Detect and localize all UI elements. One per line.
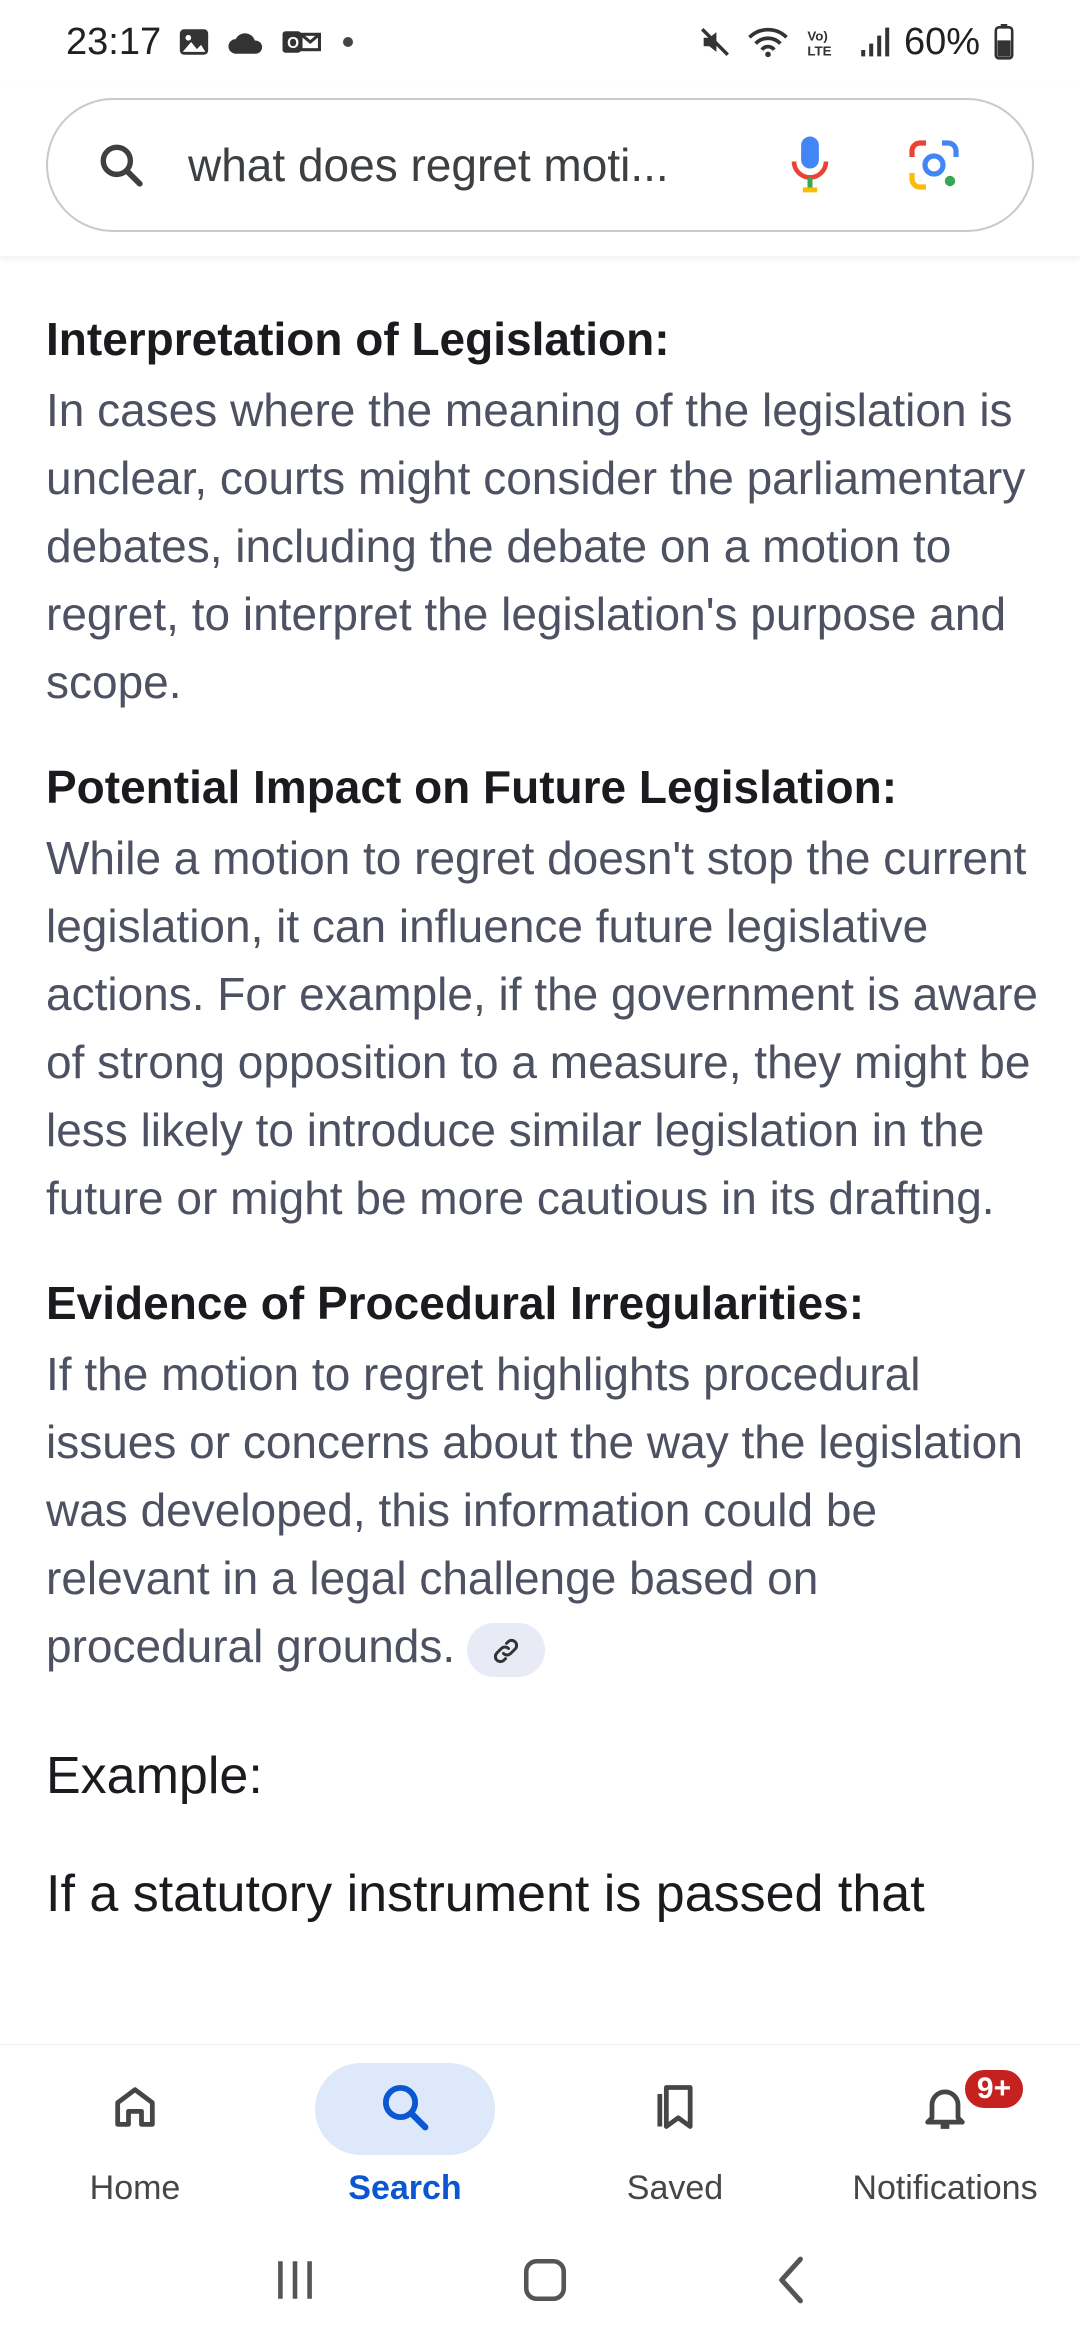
mute-icon [698, 25, 732, 59]
nav-label: Saved [626, 2169, 724, 2207]
svg-text:LTE: LTE [807, 43, 832, 59]
nav-saved[interactable] [540, 2045, 810, 2224]
wifi-icon [746, 25, 790, 59]
bookmarks-icon [649, 2081, 701, 2138]
search-bar[interactable] [46, 98, 1034, 232]
nav-icon-container [315, 2063, 495, 2155]
bottom-navigation [0, 2044, 1080, 2224]
system-navigation-bar [0, 2224, 1080, 2340]
notification-dot [343, 37, 353, 47]
section-heading: Interpretation of Legislation: [46, 313, 670, 365]
recent-apps-icon[interactable] [270, 2257, 320, 2308]
notification-badge: 9+ [962, 2067, 1026, 2111]
section-body: While a motion to regret doesn't stop the current legislation, it can influence future legislative actions. For example, if the government is aware of strong opposition to a measure, they might be less likely to introduce similar legislation in the future or might be more cautious in its drafting. [46, 832, 1039, 1224]
section-future-impact [46, 756, 1046, 1232]
outlook-icon [281, 26, 321, 58]
svg-text:O: O [287, 35, 300, 53]
microphone-icon[interactable] [788, 133, 832, 197]
section-body-wrap [46, 1340, 1046, 1680]
nav-home[interactable] [0, 2045, 270, 2224]
status-time: 23:17 [66, 20, 162, 63]
section-body: If the motion to regret highlights procedural issues or concerns about the way the legislation was developed, this information could be relevant in a legal challenge based on procedural grounds. [46, 1348, 1023, 1672]
nav-icon-container [45, 2063, 225, 2155]
section-procedural [46, 1272, 1046, 1680]
battery-percent: 60% [903, 20, 980, 63]
section-heading: Evidence of Procedural Irregularities: [46, 1277, 865, 1329]
example-heading: Example: [46, 1747, 263, 1805]
source-link-button[interactable] [467, 1623, 545, 1677]
gallery-icon [177, 25, 211, 59]
section-interpretation [46, 308, 1046, 716]
nav-label: Search [348, 2169, 462, 2207]
battery-icon [994, 24, 1014, 60]
status-right [698, 21, 1014, 64]
back-icon[interactable] [770, 2255, 810, 2310]
section-heading: Potential Impact on Future Legislation: [46, 761, 898, 813]
home-button-icon[interactable] [520, 2255, 570, 2310]
nav-label: Home [89, 2169, 181, 2207]
home-icon [109, 2081, 161, 2138]
search-query[interactable]: what does regret moti... [188, 139, 669, 191]
nav-notifications[interactable] [810, 2045, 1080, 2224]
section-body: In cases where the meaning of the legislation is unclear, courts might consider the parliamentary debates, including the debate on a motion to regret, to interpret the legislation's purpose and scope. [46, 384, 1026, 708]
status-bar [0, 0, 1080, 84]
search-icon[interactable] [96, 140, 146, 190]
svg-text:Vo): Vo) [807, 28, 828, 44]
ai-overview-content [46, 256, 1046, 2044]
google-lens-icon[interactable] [906, 137, 962, 193]
volte-icon [804, 25, 844, 59]
signal-icon [858, 26, 890, 58]
nav-icon-container [585, 2063, 765, 2155]
nav-search[interactable] [270, 2045, 540, 2224]
cloud-icon [227, 27, 265, 57]
search-icon [378, 2080, 432, 2139]
search-header [0, 84, 1080, 256]
status-left [66, 21, 353, 64]
nav-label: Notifications [852, 2169, 1038, 2207]
example-text: If a statutory instrument is passed that [46, 1865, 925, 1923]
link-icon [491, 1616, 521, 1684]
